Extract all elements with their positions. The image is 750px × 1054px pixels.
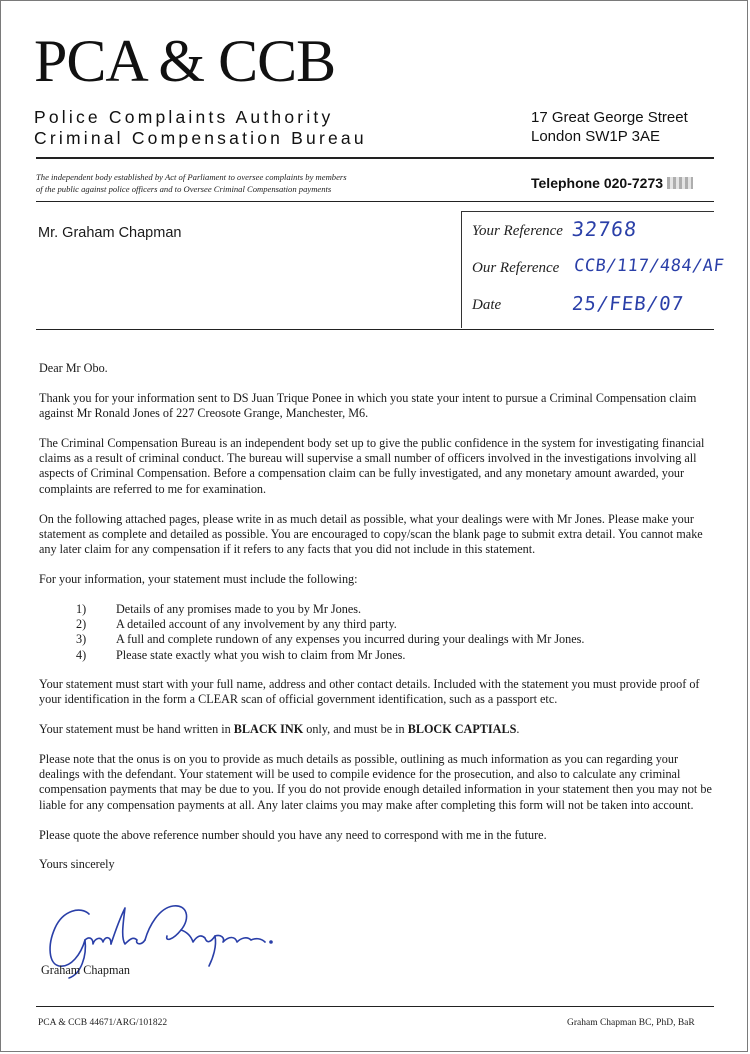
list-number: 2) [76,617,87,632]
list-number: 1) [76,601,87,616]
footer-divider [36,1006,714,1007]
your-reference-value: 32768 [570,217,639,241]
our-reference-label: Our Reference [472,260,560,276]
your-reference-label: Your Reference [472,223,563,239]
date-value: 25/FEB/07 [570,293,686,315]
p6-text-a: Your statement must be hand written in [39,722,234,737]
list-text: Please state exactly what you wish to claim from Mr Jones. [116,647,406,662]
requirements-list [76,602,714,663]
org-line-2: Criminal Compensation Bureau [34,128,367,148]
p6-bold-block-capitals: BLOCK CAPTIALS [407,722,517,737]
tagline-line-1: The independent body established by Act of Parliament to oversee complaints by members [36,172,347,182]
paragraph-1: Thank you for your information sent to DS Juan Trique Ponee in which you state your intent to pursue a Criminal Compensation claim against Mr Ronald Jones of 227 Creosote Grange, Manchester, M6. [39,390,697,421]
signatory-name: Graham Chapman [41,963,131,977]
telephone-text: Telephone 020-7273 [531,175,664,191]
date-label: Date [472,297,502,313]
paragraph-8: Please quote the above reference number should you have any need to correspond with me in the future. [39,827,547,842]
list-number: 4) [76,647,87,662]
list-item [76,602,714,617]
p6-text-c: . [516,722,520,737]
date-row [472,296,501,314]
your-reference-row [472,222,563,240]
list-item [76,632,714,647]
letter-body [39,361,714,873]
paragraph-5: Your statement must start with your full name, address and other contact details. Included with the statement you must provide proof of your identification in the form a CLEAR scan of official government identification, such as a passport etc. [39,676,700,707]
telephone-number [531,175,693,191]
footer-reference: PCA & CCB 44671/ARG/101822 [38,1018,168,1028]
list-number: 3) [76,632,87,647]
salutation: Dear Mr Obo. [39,361,108,375]
list-item [76,648,714,663]
list-item [76,617,714,632]
recipient-name: Mr. Graham Chapman [38,225,182,241]
address-line-1: 17 Great George Street [531,109,688,126]
tagline-line-2: of the public against police officers and to Oversee Criminal Compensation payments [36,184,332,194]
p6-text-b: only, and must be in [303,722,408,737]
reference-box [461,211,726,328]
redacted-digits [667,177,693,189]
paragraph-4: For your information, your statement must include the following: [39,571,358,586]
org-line-1: Police Complaints Authority [34,107,334,127]
closing: Yours sincerely [39,857,115,872]
footer-signatory: Graham Chapman BC, PhD, BaR [567,1018,695,1028]
address-line-2: London SW1P 3AE [531,128,660,145]
postal-address [531,108,688,146]
tagline-divider [36,201,714,202]
tagline [36,171,436,195]
paragraph-2: The Criminal Compensation Bureau is an independent body set up to give the public confidence in the system for investigating financial claims as a result of criminal conduct. The bureau will supervise a small number of officers involved in the investigations involving all aspects of Criminal Compensation. Before a compensation claim can be fully investigated, and any monetary amount awarded, your complaints are referred to me for examination. [39,435,705,496]
organisation-name [34,107,367,149]
paragraph-7: Please note that the onus is on you to provide as much details as possible, outlining as much information as you can regarding your dealings with the defendant. Your statement will be used to compile evidence for the prosecution, and also to calculate any criminal compensation payments that may be due to you. If you do not provide enough detailed information in your statement then you may not be liable for any compensation payments at all. Any later claims you may make after completing this form will not be taken into account. [39,751,712,812]
our-reference-value: CCB/117/484/AF [572,256,726,276]
list-text: A full and complete rundown of any expenses you incurred during your dealings with Mr Jones. [116,632,585,647]
our-reference-row [472,259,559,277]
p6-bold-black-ink: BLACK INK [233,722,304,737]
reference-divider [36,329,714,330]
letterhead-logo: PCA & CCB [34,28,336,94]
paragraph-3: On the following attached pages, please write in as much detail as possible, what your dealings were with Mr Jones. Please make your statement as complete and detailed as possible. You are encouraged to copy/scan the blank page to submit extra detail. You cannot make any later claim for any compensation if it refers to any facts that you did not include in this statement. [39,511,703,557]
header-divider [36,157,714,159]
paragraph-6 [39,722,714,737]
list-text: Details of any promises made to you by Mr Jones. [116,601,362,616]
list-text: A detailed account of any involvement by any third party. [116,617,397,632]
